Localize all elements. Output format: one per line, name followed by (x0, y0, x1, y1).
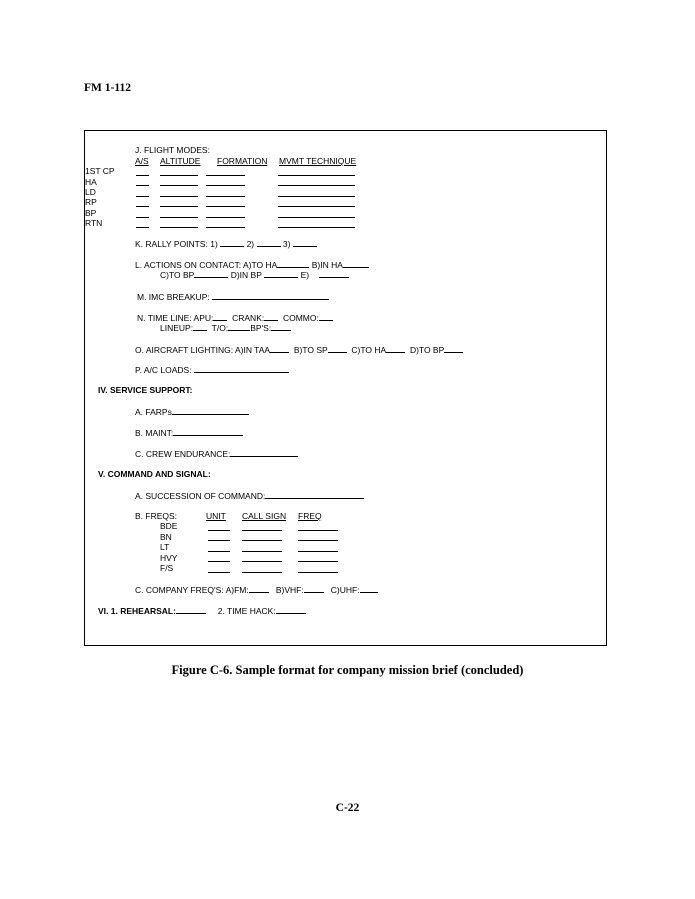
bps-label: BP'S: (250, 323, 272, 333)
succession-row (135, 490, 364, 501)
rally-points-label (135, 238, 317, 249)
freq-field[interactable] (208, 530, 230, 531)
lighting-label-b: B)TO SP (293, 345, 328, 355)
lighting-field-a[interactable] (270, 344, 289, 353)
freq-field[interactable] (242, 540, 282, 541)
ac-loads-label: P. A/C LOADS: (135, 365, 192, 375)
timeline-label: N. TIME LINE: APU: (137, 313, 214, 323)
freq-field[interactable] (208, 572, 230, 573)
imc-breakup (137, 291, 329, 302)
flight-mode-field[interactable] (136, 227, 149, 228)
col-call-sign: CALL SIGN (242, 511, 287, 521)
col-freq: FREQ (298, 511, 322, 521)
flight-mode-field[interactable] (206, 206, 245, 207)
maint-label: B. MAINT: (135, 428, 174, 438)
flight-mode-field[interactable] (160, 217, 198, 218)
flight-mode-field[interactable] (136, 217, 149, 218)
page-number: C-22 (335, 802, 360, 814)
actions-field-c[interactable] (194, 269, 228, 278)
freq-row-label: HVY (160, 553, 178, 563)
crew-endurance-field[interactable] (230, 448, 298, 457)
time-line-row2 (160, 322, 291, 333)
company-freqs (135, 584, 378, 595)
flight-mode-field[interactable] (160, 206, 198, 207)
freq-field[interactable] (242, 551, 282, 552)
row-label: RTN (85, 218, 103, 228)
flight-mode-field[interactable] (206, 227, 245, 228)
flight-mode-field[interactable] (278, 185, 355, 186)
ac-loads-field[interactable] (194, 364, 289, 373)
actions-field-e[interactable] (319, 269, 349, 278)
bps-field[interactable] (271, 322, 291, 331)
lineup-field[interactable] (193, 322, 207, 331)
lighting-field-b[interactable] (328, 344, 347, 353)
company-uhf-label: C)UHF: (330, 585, 360, 595)
actions-label-d: D)IN BP (230, 270, 262, 280)
freq-field[interactable] (208, 561, 230, 562)
farps-row (135, 406, 249, 417)
actions-label: L. ACTIONS ON CONTACT: A)TO HA (135, 260, 278, 270)
company-fm-field[interactable] (249, 584, 269, 593)
succession-label: A. SUCCESSION OF COMMAND: (135, 491, 266, 501)
rally-label-3: 3) (282, 239, 291, 249)
takeoff-field[interactable] (228, 322, 250, 331)
flight-mode-field[interactable] (206, 217, 245, 218)
flight-mode-field[interactable] (160, 175, 198, 176)
mission-brief-form (84, 130, 607, 646)
imc-field[interactable] (212, 291, 329, 300)
flight-mode-field[interactable] (136, 175, 149, 176)
col-mvmt-technique: MVMT TECHNIQUE (279, 156, 357, 166)
company-vhf-field[interactable] (304, 584, 324, 593)
actions-label-e: E) (300, 270, 310, 280)
freq-field[interactable] (242, 530, 282, 531)
freq-field[interactable] (298, 572, 338, 573)
row-label: LD (85, 187, 96, 197)
flight-mode-field[interactable] (206, 185, 245, 186)
col-altitude: ALTITUDE (160, 156, 201, 166)
lighting-label: O. AIRCRAFT LIGHTING: A)IN TAA (135, 345, 271, 355)
rally-label-2: 2) (246, 239, 255, 249)
takeoff-label: T/O: (211, 323, 229, 333)
flight-mode-field[interactable] (278, 217, 355, 218)
company-fm-label: C. COMPANY FREQ'S: A)FM: (135, 585, 249, 595)
flight-mode-field[interactable] (160, 196, 198, 197)
col-formation: FORMATION (217, 156, 268, 166)
time-hack-label: 2. TIME HACK: (217, 606, 276, 616)
rehearsal-field[interactable] (176, 605, 206, 614)
freq-row-label: F/S (160, 563, 174, 573)
apu-field[interactable] (213, 312, 227, 321)
rehearsal-row (98, 605, 306, 616)
freq-field[interactable] (298, 561, 338, 562)
freq-field[interactable] (298, 530, 338, 531)
lighting-label-c: C)TO HA (351, 345, 387, 355)
freq-field[interactable] (298, 551, 338, 552)
rally-field-1[interactable] (220, 238, 244, 247)
flight-modes-title: J. FLIGHT MODES: (135, 145, 210, 155)
freq-field[interactable] (298, 540, 338, 541)
crew-endurance-label: C. CREW ENDURANCE: (135, 449, 231, 459)
lighting-field-c[interactable] (386, 344, 405, 353)
aircraft-lighting (135, 344, 463, 355)
col-unit: UNIT (206, 511, 226, 521)
ac-loads (135, 364, 289, 375)
document-header: FM 1-112 (84, 82, 131, 94)
freq-row-label: BDE (160, 521, 178, 531)
actions-on-contact-line2 (160, 269, 349, 280)
flight-mode-field[interactable] (136, 206, 149, 207)
service-support-title: IV. SERVICE SUPPORT: (98, 385, 193, 395)
commo-label: COMMO: (282, 313, 319, 323)
farps-field[interactable] (172, 406, 249, 415)
freq-field[interactable] (208, 540, 230, 541)
flight-mode-field[interactable] (278, 206, 355, 207)
flight-mode-field[interactable] (136, 185, 149, 186)
flight-mode-field[interactable] (160, 185, 198, 186)
freq-field[interactable] (208, 551, 230, 552)
flight-mode-field[interactable] (278, 175, 355, 176)
actions-field-b[interactable] (343, 259, 369, 268)
freq-row-label: LT (160, 542, 170, 552)
crank-label: CRANK: (232, 313, 265, 323)
rally-field-2[interactable] (257, 238, 281, 247)
freq-row-label: BN (160, 532, 172, 542)
row-label: BP (85, 208, 97, 218)
crank-field[interactable] (264, 312, 278, 321)
command-signal-title: V. COMMAND AND SIGNAL: (98, 469, 211, 479)
crew-endurance-row (135, 448, 298, 459)
flight-mode-field[interactable] (206, 196, 245, 197)
succession-field[interactable] (265, 490, 364, 499)
actions-label-b: B)IN HA (311, 260, 343, 270)
imc-label: M. IMC BREAKUP: (137, 292, 210, 302)
flight-mode-field[interactable] (160, 227, 198, 228)
col-as: A/S (135, 156, 149, 166)
flight-mode-field[interactable] (278, 196, 355, 197)
row-label: HA (85, 177, 97, 187)
flight-mode-field[interactable] (136, 196, 149, 197)
maint-row (135, 427, 243, 438)
freqs-label: B. FREQS: (135, 511, 178, 521)
commo-field[interactable] (319, 312, 333, 321)
figure-caption: Figure C-6. Sample format for company mission brief (concluded) (171, 663, 524, 677)
rally-field-3[interactable] (293, 238, 317, 247)
rehearsal-label: VI. 1. REHEARSAL: (98, 606, 176, 616)
lineup-label: LINEUP: (160, 323, 194, 333)
row-label: RP (85, 197, 97, 207)
actions-field-d[interactable] (264, 269, 298, 278)
actions-label-c: C)TO BP (160, 270, 195, 280)
time-hack-field[interactable] (276, 605, 306, 614)
row-label: 1ST CP (85, 166, 115, 176)
rally-label-text: K. RALLY POINTS: 1) (135, 239, 218, 249)
actions-field-a[interactable] (277, 259, 309, 268)
lighting-field-d[interactable] (444, 344, 463, 353)
lighting-label-d: D)TO BP (409, 345, 445, 355)
maint-field[interactable] (173, 427, 243, 436)
flight-mode-field[interactable] (278, 227, 355, 228)
freq-field[interactable] (242, 561, 282, 562)
freq-field[interactable] (242, 572, 282, 573)
company-uhf-field[interactable] (360, 584, 378, 593)
flight-mode-field[interactable] (206, 175, 245, 176)
company-vhf-label: B)VHF: (275, 585, 304, 595)
farps-label: A. FARPs (135, 407, 172, 417)
